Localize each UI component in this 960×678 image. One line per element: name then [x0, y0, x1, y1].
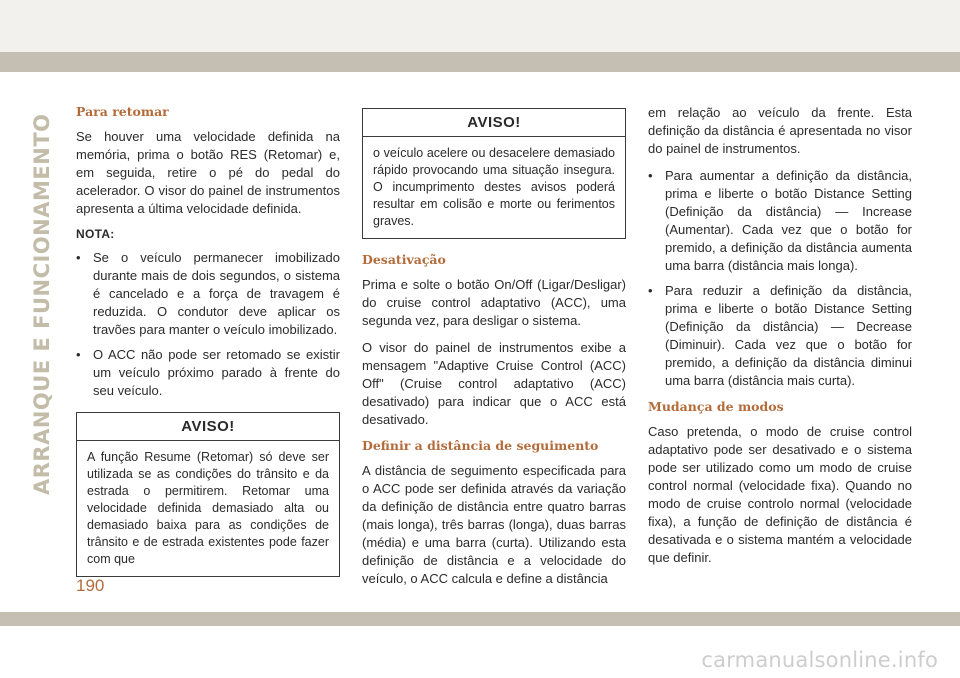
list-item: • Se o veículo permanecer imobilizado durante mais de dois segundos, o sistema é cancelado e a força de travagem é reduzida. O condutor deve aplicar os travões para manter o veículo imobilizado. [76, 250, 340, 337]
column-2 [362, 108, 626, 597]
paragraph: A distância de seguimento especificada para o ACC pode ser definida através da variação da definição de distância entre quatro barras (mais longa), três barras (longa), duas barras (média) e uma barra (curta). Utilizando esta definição de distância e a velocidade do veículo, o ACC calcula e define a distância [362, 463, 626, 586]
watermark: carmanualsonline.info [701, 648, 938, 672]
bullet-icon: • [648, 168, 653, 183]
column-3 [648, 104, 912, 576]
paragraph: Prima e solte o botão On/Off (Ligar/Desligar) do cruise control adaptativo (ACC), uma segunda vez, para desligar o sistema. [362, 277, 626, 328]
header-band [0, 0, 960, 52]
bullet-list [648, 167, 912, 390]
paragraph: O visor do painel de instrumentos exibe a mensagem "Adaptive Cruise Control (ACC) Off" (Cruise control adaptativo (ACC) desativado) para indicar que o ACC está desativado. [362, 340, 626, 427]
warning-box [76, 412, 340, 577]
heading-definir-distancia: Definir a distância de seguimento [362, 438, 599, 453]
page-number: 190 [76, 576, 105, 595]
footer-band [0, 612, 960, 626]
warning-text: o veículo acelere ou desacelere demasiado rápido provocando uma situação insegura. O incumprimento destes avisos poderá resultar em colisão e morte ou ferimentos graves. [373, 146, 615, 228]
list-item: • O ACC não pode ser retomado se existir um veículo próximo parado à frente do seu veículo. [76, 347, 340, 398]
list-item: • Para aumentar a definição da distância, prima e liberte o botão Distance Setting (Definição da distância) — Increase (Aumentar). Cada vez que o botão for premido, a definição da distância aumenta uma barra (distância mais longa). [648, 168, 912, 273]
bullet-icon: • [76, 347, 81, 362]
warning-text: A função Resume (Retomar) só deve ser utilizada se as condições do trânsito e da estrada o permitirem. Retomar uma velocidade definida demasiado alta ou demasiado baixa para as condições de trânsito e de estrada existentes pode fazer com que [87, 450, 329, 566]
paragraph: Se houver uma velocidade definida na memória, prima o botão RES (Retomar) e, em seguida, retire o pé do pedal do acelerador. O visor do painel de instrumentos apresenta a última velocidade definida. [76, 129, 340, 216]
list-item: • Para reduzir a definição da distância, prima e liberte o botão Distance Setting (Definição da distância) — Decrease (Diminuir). Cada vez que o botão for premido, a definição da distância diminui uma barra (distância mais curta). [648, 283, 912, 388]
section-side-title: ARRANQUE E FUNCIONAMENTO [30, 113, 54, 495]
bullet-icon: • [76, 250, 81, 265]
heading-mudanca-modos: Mudança de modos [648, 399, 784, 414]
note-label: NOTA: [76, 227, 115, 241]
header-stripe [0, 52, 960, 72]
warning-title: AVISO! [77, 413, 339, 441]
heading-desativacao: Desativação [362, 252, 446, 267]
paragraph: em relação ao veículo da frente. Esta definição da distância é apresentada no visor do painel de instrumentos. [648, 105, 912, 156]
warning-box [362, 108, 626, 239]
bullet-icon: • [648, 283, 653, 298]
column-1 [76, 104, 340, 590]
heading-para-retomar: Para retomar [76, 104, 169, 119]
paragraph: Caso pretenda, o modo de cruise control adaptativo pode ser desativado e o sistema pode ser utilizado como um modo de cruise control normal (velocidade fixa). Quando no modo de cruise controlo normal (velocidade fixa), a função de definição de distância é desativada e o sistema mantém a velocidade que definir. [648, 424, 912, 565]
warning-title: AVISO! [363, 109, 625, 137]
bullet-list [76, 249, 340, 400]
